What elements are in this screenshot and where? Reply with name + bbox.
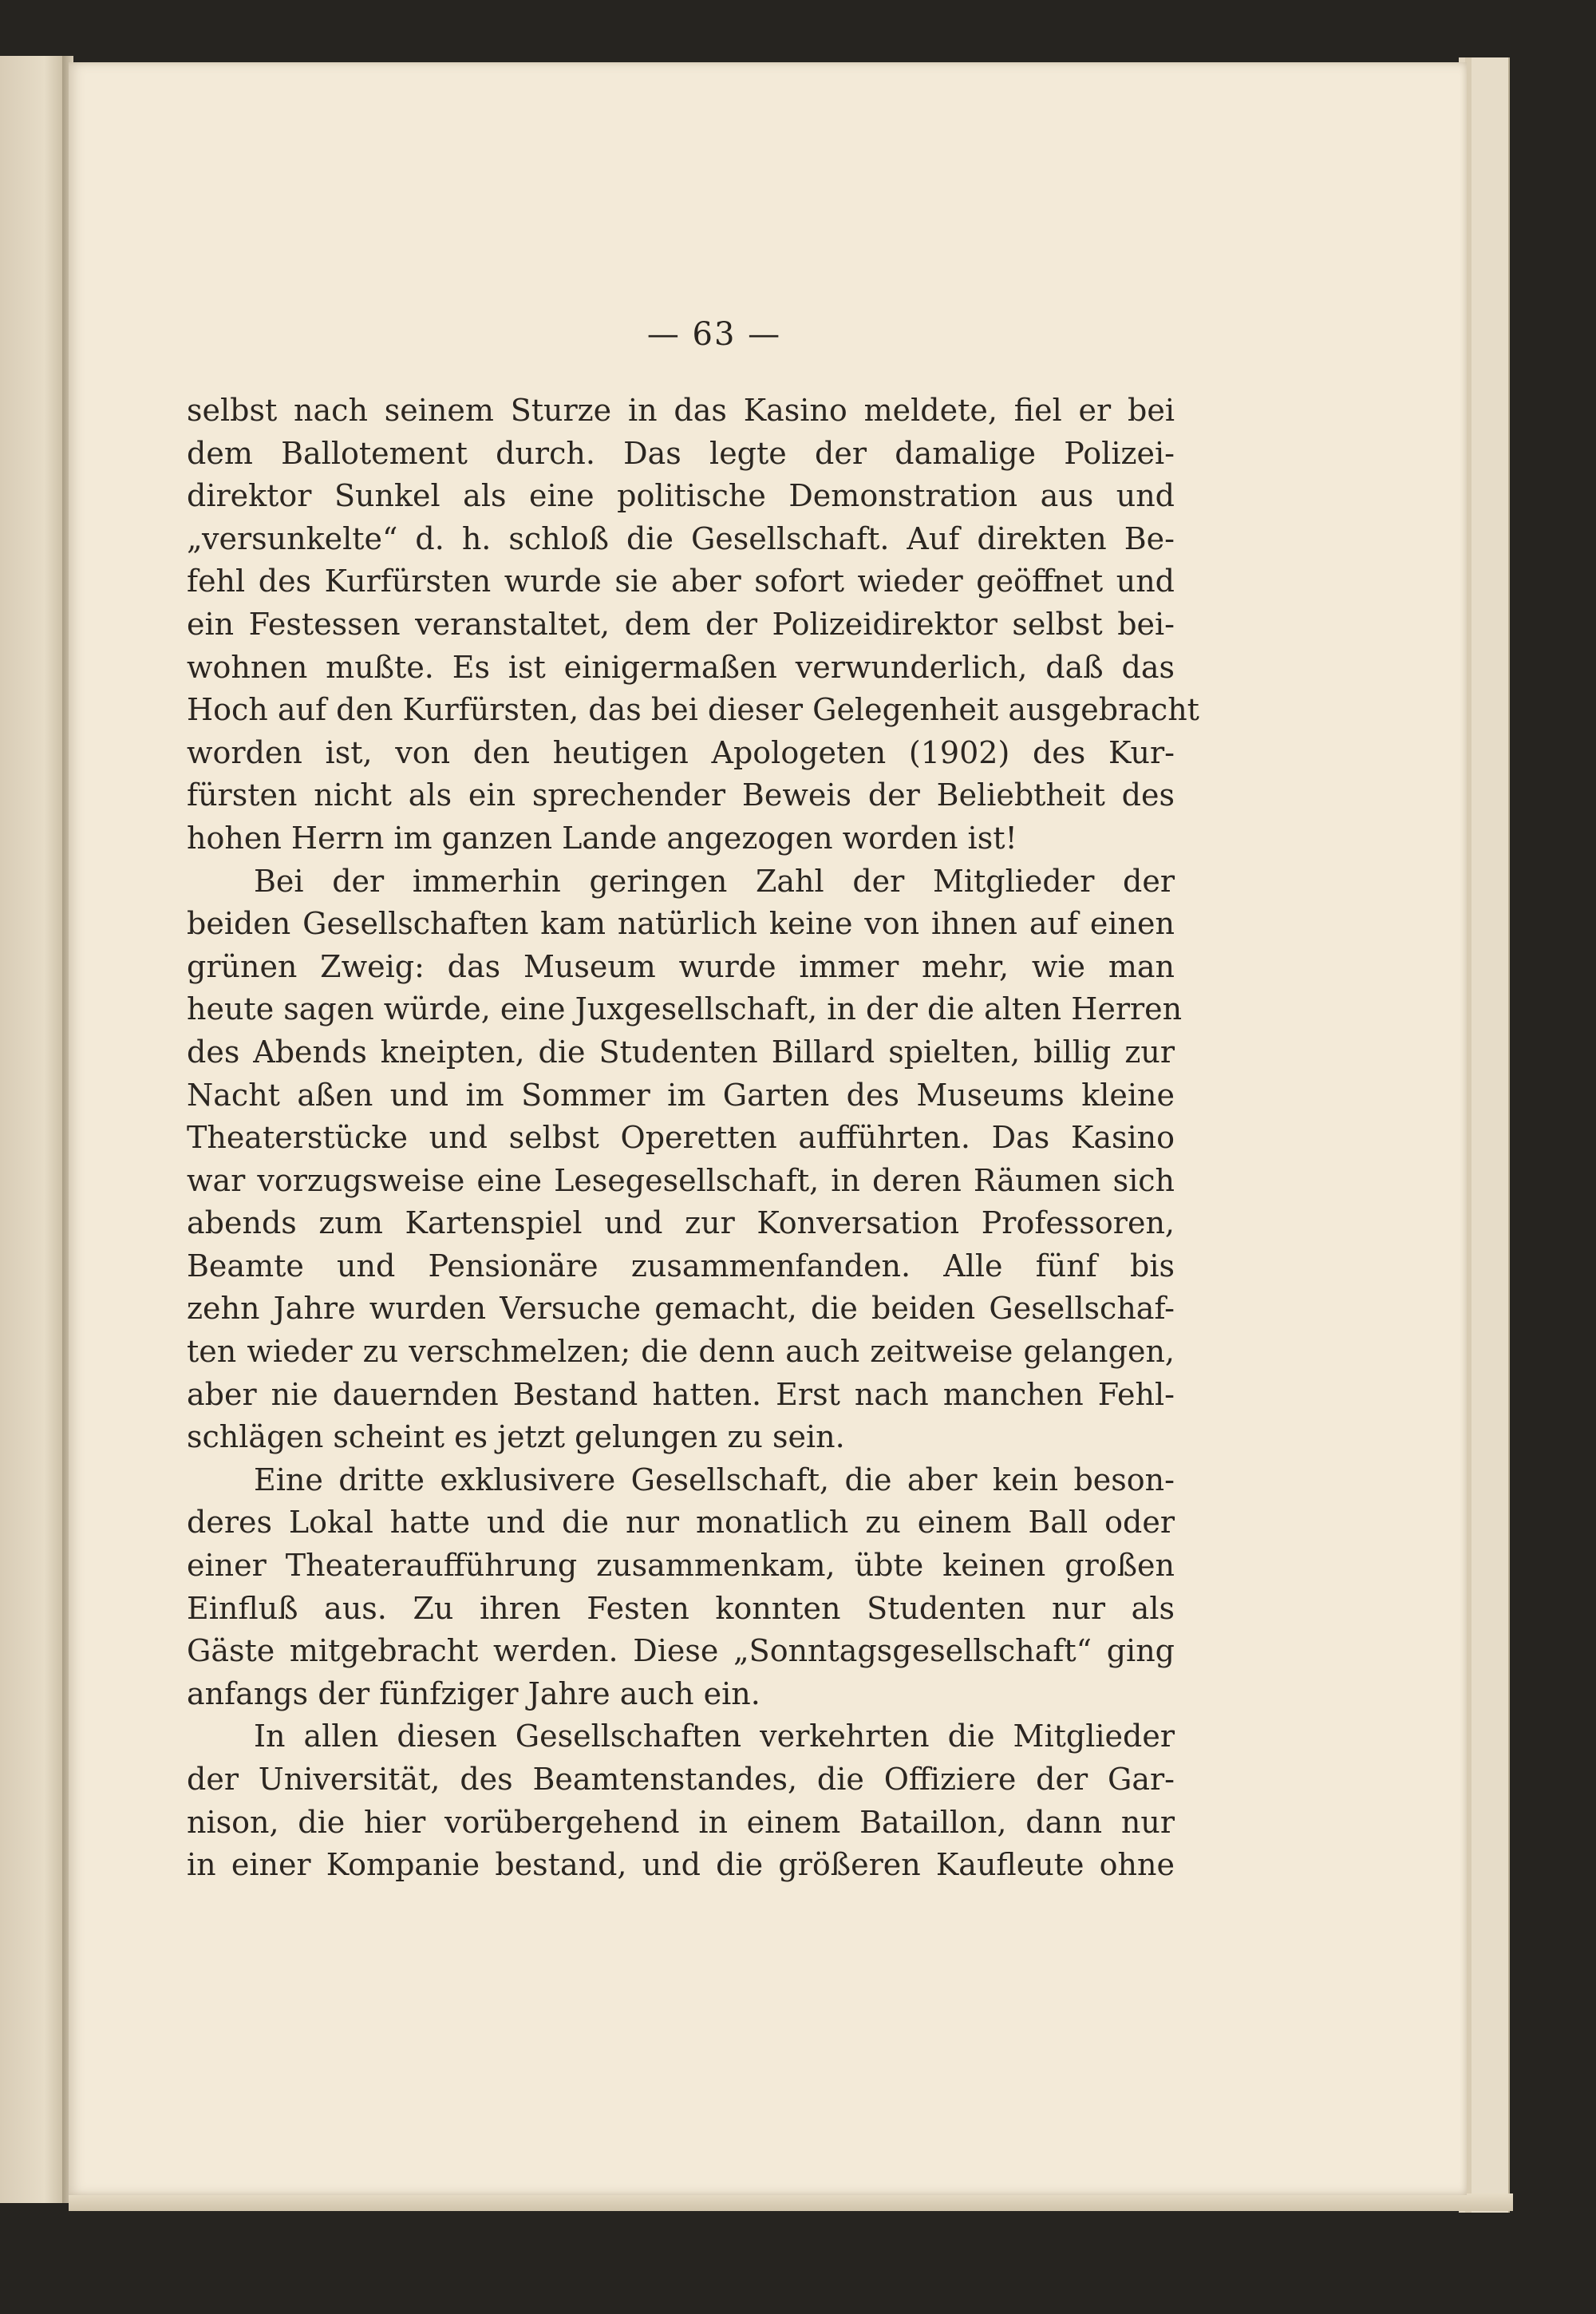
text-line: Beamte und Pensionäre zusammenfanden. Alle fünf bis (187, 1248, 1175, 1284)
text-line: selbst nach seinem Sturze in das Kasino meldete, fiel er bei (187, 393, 1175, 428)
text-line: worden ist, von den heutigen Apologeten (1902) des Kur- (187, 734, 1175, 770)
text-line: Gäste mitgebracht werden. Diese „Sonntagsgesellschaft“ ging (187, 1633, 1175, 1669)
text-line: zehn Jahre wurden Versuche gemacht, die beiden Gesellschaf- (187, 1291, 1175, 1327)
text-line: In allen diesen Gesellschaften verkehrten die Mitglieder (254, 1719, 1175, 1754)
text-line: Eine dritte exklusivere Gesellschaft, die aber kein beson- (254, 1462, 1175, 1497)
text-line: in einer Kompanie bestand, und die größeren Kaufleute ohne (187, 1847, 1175, 1883)
text-line: fürsten nicht als ein sprechender Beweis der Beliebtheit des (187, 777, 1175, 813)
text-line: Hoch auf den Kurfürsten, das bei dieser Gelegenheit ausgebracht (187, 692, 1199, 728)
text-line: Nacht aßen und im Sommer im Garten des Museums kleine (187, 1077, 1175, 1113)
text-line: des Abends kneipten, die Studenten Billard spielten, billig zur (187, 1034, 1175, 1070)
text-line: beiden Gesellschaften kam natürlich keine von ihnen auf einen (187, 906, 1175, 942)
text-line: war vorzugsweise eine Lesegesellschaft, in deren Räumen sich (187, 1162, 1175, 1198)
text-line: der Universität, des Beamtenstandes, die Offiziere der Gar- (187, 1762, 1175, 1797)
page-bottom-edge (69, 2193, 1513, 2211)
text-line: heute sagen würde, eine Juxgesellschaft, in der die alten Herren (187, 991, 1183, 1027)
text-line: wohnen mußte. Es ist einigermaßen verwunderlich, daß das (187, 649, 1175, 685)
text-line: abends zum Kartenspiel und zur Konversation Professoren, (187, 1205, 1175, 1241)
text-line: Theaterstücke und selbst Operetten aufführten. Das Kasino (187, 1120, 1175, 1156)
page-number: — 63 — (646, 316, 782, 353)
text-line: aber nie dauernden Bestand hatten. Erst nach manchen Fehl- (187, 1376, 1175, 1412)
text-line: deres Lokal hatte und die nur monatlich zu einem Ball oder (187, 1505, 1175, 1541)
text-line: Einfluß aus. Zu ihren Festen konnten Studenten nur als (187, 1590, 1175, 1626)
text-line: schlägen scheint es jetzt gelungen zu sein. (187, 1419, 845, 1455)
text-line: ein Festessen veranstaltet, dem der Polizeidirektor selbst bei- (187, 606, 1175, 642)
text-line: grünen Zweig: das Museum wurde immer mehr, wie man (187, 948, 1175, 984)
text-line: dem Ballotement durch. Das legte der damalige Polizei- (187, 435, 1175, 471)
text-line: ten wieder zu verschmelzen; die denn auch zeitweise gelangen, (187, 1334, 1175, 1370)
text-line: nison, die hier vorübergehend in einem Bataillon, dann nur (187, 1804, 1175, 1840)
text-line: „versunkelte“ d. h. schloß die Gesellschaft. Auf direkten Be- (187, 520, 1175, 556)
previous-page-edge (0, 56, 64, 2203)
body-text (187, 390, 1199, 1887)
text-line: einer Theateraufführung zusammenkam, übte keinen großen (187, 1548, 1175, 1584)
page-edge-stack (1472, 57, 1510, 2213)
text-line: fehl des Kurfürsten wurde sie aber sofort wieder geöffnet und (187, 564, 1175, 599)
text-line: anfangs der fünfziger Jahre auch ein. (187, 1675, 760, 1711)
text-line: direktor Sunkel als eine politische Demonstration aus und (187, 478, 1175, 514)
text-line: Bei der immerhin geringen Zahl der Mitglieder der (254, 863, 1175, 899)
text-line: hohen Herrn im ganzen Lande angezogen worden ist! (187, 820, 1017, 856)
